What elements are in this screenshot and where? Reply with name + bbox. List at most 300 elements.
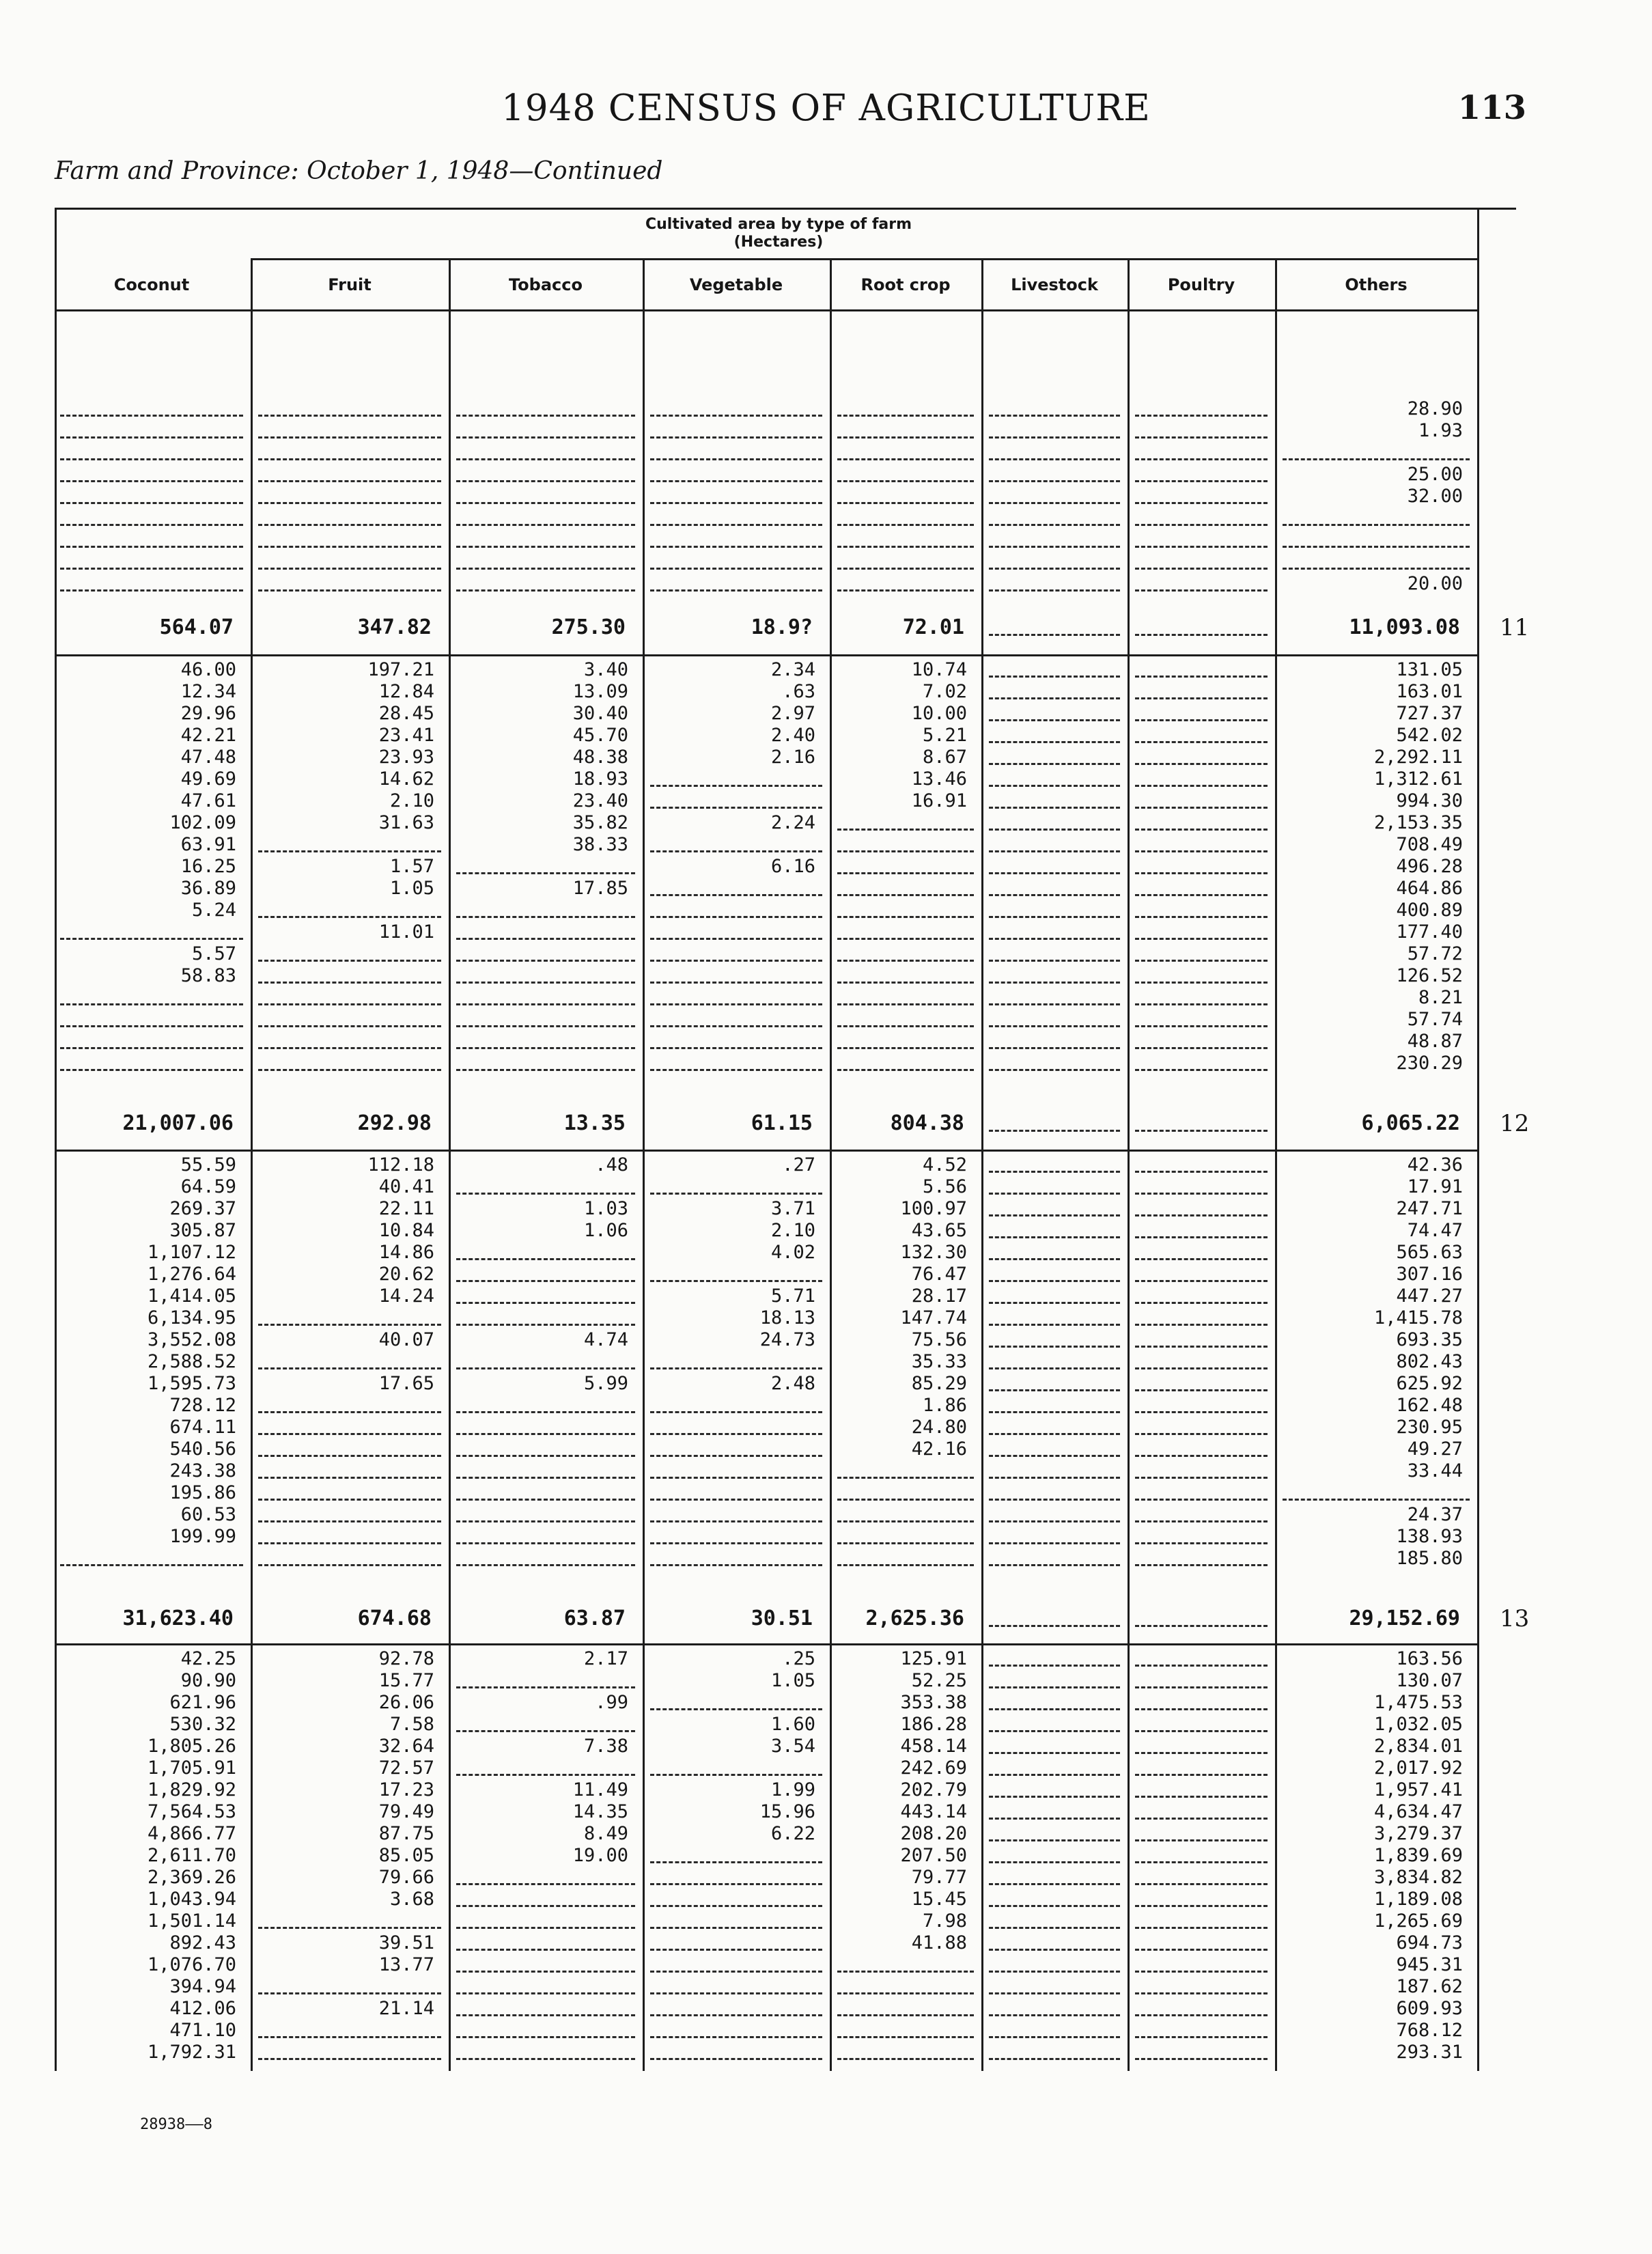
table-cell-vegetable: 3.54 bbox=[770, 1736, 815, 1757]
table-cell-others: 126.52 bbox=[1396, 965, 1463, 986]
empty-cell-leader bbox=[456, 436, 635, 439]
table-cell-vegetable: 2.97 bbox=[770, 703, 815, 724]
empty-cell-leader bbox=[837, 850, 974, 852]
table-cell-root-crop: 43.65 bbox=[911, 1220, 967, 1241]
table-top-rule bbox=[55, 208, 1516, 210]
empty-cell-leader bbox=[989, 568, 1120, 570]
empty-cell-leader bbox=[1135, 829, 1268, 831]
table-cell-others: 49.27 bbox=[1407, 1438, 1463, 1460]
empty-cell-leader bbox=[1135, 2014, 1268, 2016]
table-cell-fruit: 79.49 bbox=[378, 1801, 434, 1822]
table-cell-vegetable: 2.48 bbox=[770, 1373, 815, 1394]
empty-cell-leader bbox=[989, 524, 1120, 526]
table-cell-others: 20.00 bbox=[1407, 573, 1463, 594]
empty-cell-leader bbox=[1135, 1171, 1268, 1173]
empty-cell-leader bbox=[1135, 589, 1268, 592]
table-cell-others: 230.29 bbox=[1396, 1053, 1463, 1074]
empty-cell-leader bbox=[1135, 1214, 1268, 1216]
empty-cell-leader bbox=[1135, 1130, 1268, 1132]
table-cell-others: 542.02 bbox=[1396, 725, 1463, 746]
empty-cell-leader bbox=[837, 1542, 974, 1544]
table-cell-vegetable: .27 bbox=[782, 1154, 815, 1175]
empty-cell-leader bbox=[989, 1818, 1120, 1820]
table-cell-others: 130.07 bbox=[1396, 1670, 1463, 1691]
header-bottom-rule bbox=[55, 309, 1477, 311]
empty-cell-leader bbox=[989, 458, 1120, 460]
table-cell-others: 163.56 bbox=[1396, 1648, 1463, 1669]
empty-cell-leader bbox=[456, 982, 635, 984]
table-cell-coconut: 199.99 bbox=[169, 1526, 236, 1547]
empty-cell-leader bbox=[650, 1520, 822, 1522]
empty-cell-leader bbox=[258, 960, 441, 962]
table-cell-root-crop: 202.79 bbox=[900, 1779, 967, 1800]
empty-cell-leader bbox=[989, 850, 1120, 852]
table-cell-tobacco: .99 bbox=[595, 1692, 628, 1713]
table-cell-root-crop: 100.97 bbox=[900, 1198, 967, 1219]
table-cell-others: 708.49 bbox=[1396, 834, 1463, 855]
table-cell-others: 138.93 bbox=[1396, 1526, 1463, 1547]
empty-cell-leader bbox=[989, 1047, 1120, 1049]
empty-cell-leader bbox=[650, 1883, 822, 1885]
table-cell-coconut: 42.21 bbox=[180, 725, 236, 746]
table-cell-coconut: 674.11 bbox=[169, 1417, 236, 1438]
table-cell-coconut: 2,611.70 bbox=[147, 1845, 236, 1866]
table-cell-others: 230.95 bbox=[1396, 1417, 1463, 1438]
table-cell-coconut: 16.25 bbox=[180, 856, 236, 877]
empty-cell-leader bbox=[456, 1433, 635, 1435]
empty-cell-leader bbox=[837, 1477, 974, 1479]
empty-cell-leader bbox=[1135, 1346, 1268, 1348]
empty-cell-leader bbox=[1135, 1280, 1268, 1282]
empty-cell-leader bbox=[650, 1708, 822, 1710]
empty-cell-leader bbox=[650, 785, 822, 787]
empty-cell-leader bbox=[989, 1774, 1120, 1776]
table-cell-coconut: 269.37 bbox=[169, 1198, 236, 1219]
column-header-coconut: Coconut bbox=[113, 275, 190, 294]
empty-cell-leader bbox=[989, 829, 1120, 831]
empty-cell-leader bbox=[1135, 1774, 1268, 1776]
table-cell-vegetable: 6.16 bbox=[770, 856, 815, 877]
table-cell-others: 185.80 bbox=[1396, 1548, 1463, 1569]
table-cell-fruit: 39.51 bbox=[378, 1932, 434, 1953]
empty-cell-leader bbox=[1135, 1193, 1268, 1195]
table-cell-others: 464.86 bbox=[1396, 878, 1463, 899]
table-cell-tobacco: 7.38 bbox=[583, 1736, 628, 1757]
empty-cell-leader bbox=[650, 436, 822, 439]
table-cell-coconut: 305.87 bbox=[169, 1220, 236, 1241]
empty-cell-leader bbox=[258, 458, 441, 460]
table-cell-others: 8.21 bbox=[1418, 987, 1463, 1008]
subtotal-tobacco: 63.87 bbox=[563, 1606, 626, 1630]
empty-cell-leader bbox=[650, 1774, 822, 1776]
empty-cell-leader bbox=[1135, 1665, 1268, 1667]
empty-cell-leader bbox=[837, 2058, 974, 2060]
table-cell-coconut: 46.00 bbox=[180, 659, 236, 680]
empty-cell-leader bbox=[1135, 568, 1268, 570]
empty-cell-leader bbox=[989, 436, 1120, 439]
empty-cell-leader bbox=[989, 2058, 1120, 2060]
subtotal-coconut: 564.07 bbox=[159, 615, 234, 639]
empty-cell-leader bbox=[1135, 1542, 1268, 1544]
empty-cell-leader bbox=[650, 1542, 822, 1544]
column-rule bbox=[830, 258, 832, 2071]
empty-cell-leader bbox=[60, 1025, 243, 1027]
table-cell-others: 1,312.61 bbox=[1373, 768, 1463, 790]
table-cell-fruit: 13.77 bbox=[378, 1954, 434, 1975]
empty-cell-leader bbox=[1283, 524, 1470, 526]
table-cell-others: 447.27 bbox=[1396, 1285, 1463, 1307]
table-cell-tobacco: 11.49 bbox=[572, 1779, 628, 1800]
table-cell-coconut: 58.83 bbox=[180, 965, 236, 986]
column-header-poultry: Poultry bbox=[1167, 275, 1235, 294]
empty-cell-leader bbox=[60, 938, 243, 940]
subtotal-fruit: 674.68 bbox=[357, 1606, 432, 1630]
empty-cell-leader bbox=[1135, 1433, 1268, 1435]
table-cell-others: 57.72 bbox=[1407, 943, 1463, 964]
empty-cell-leader bbox=[456, 458, 635, 460]
table-cell-root-crop: 42.16 bbox=[911, 1438, 967, 1460]
subtotal-root-crop: 2,625.36 bbox=[865, 1606, 964, 1630]
table-cell-fruit: 28.45 bbox=[378, 703, 434, 724]
empty-cell-leader bbox=[1135, 741, 1268, 743]
empty-cell-leader bbox=[650, 894, 822, 896]
table-cell-coconut: 1,829.92 bbox=[147, 1779, 236, 1800]
table-cell-fruit: 12.84 bbox=[378, 681, 434, 702]
table-cell-root-crop: 5.56 bbox=[922, 1176, 967, 1197]
table-cell-vegetable: 24.73 bbox=[759, 1329, 815, 1350]
empty-cell-leader bbox=[650, 807, 822, 809]
empty-cell-leader bbox=[989, 1433, 1120, 1435]
empty-cell-leader bbox=[989, 1625, 1120, 1627]
empty-cell-leader bbox=[837, 1520, 974, 1522]
empty-cell-leader bbox=[650, 415, 822, 417]
empty-cell-leader bbox=[989, 546, 1120, 548]
empty-cell-leader bbox=[837, 872, 974, 874]
empty-cell-leader bbox=[60, 546, 243, 548]
table-cell-others: 57.74 bbox=[1407, 1009, 1463, 1030]
table-cell-others: 802.43 bbox=[1396, 1351, 1463, 1372]
empty-cell-leader bbox=[456, 1730, 635, 1732]
empty-cell-leader bbox=[1135, 480, 1268, 482]
table-cell-fruit: 22.11 bbox=[378, 1198, 434, 1219]
empty-cell-leader bbox=[989, 2014, 1120, 2016]
empty-cell-leader bbox=[1283, 458, 1470, 460]
empty-cell-leader bbox=[456, 502, 635, 504]
empty-cell-leader bbox=[650, 1003, 822, 1005]
empty-cell-leader bbox=[1135, 1861, 1268, 1863]
table-cell-root-crop: 75.56 bbox=[911, 1329, 967, 1350]
empty-cell-leader bbox=[1135, 872, 1268, 874]
empty-cell-leader bbox=[1135, 916, 1268, 918]
table-cell-tobacco: 5.99 bbox=[583, 1373, 628, 1394]
column-rule bbox=[1275, 258, 1277, 2071]
table-cell-coconut: 1,414.05 bbox=[147, 1285, 236, 1307]
province-code: 13 bbox=[1500, 1605, 1530, 1632]
empty-cell-leader bbox=[837, 1971, 974, 1973]
table-cell-coconut: 471.10 bbox=[169, 2020, 236, 2041]
empty-cell-leader bbox=[1135, 436, 1268, 439]
table-cell-others: 17.91 bbox=[1407, 1176, 1463, 1197]
empty-cell-leader bbox=[456, 1367, 635, 1369]
footer-code: 28938——8 bbox=[140, 2116, 212, 2133]
empty-cell-leader bbox=[456, 1477, 635, 1479]
column-header-others: Others bbox=[1345, 275, 1408, 294]
empty-cell-leader bbox=[650, 1905, 822, 1907]
empty-cell-leader bbox=[60, 524, 243, 526]
table-cell-coconut: 64.59 bbox=[180, 1176, 236, 1197]
empty-cell-leader bbox=[456, 1927, 635, 1929]
table-cell-root-crop: 4.52 bbox=[922, 1154, 967, 1175]
empty-cell-leader bbox=[989, 1069, 1120, 1071]
table-cell-root-crop: 125.91 bbox=[900, 1648, 967, 1669]
empty-cell-leader bbox=[989, 763, 1120, 765]
empty-cell-leader bbox=[837, 436, 974, 439]
empty-cell-leader bbox=[1283, 546, 1470, 548]
table-cell-root-crop: 186.28 bbox=[900, 1714, 967, 1735]
empty-cell-leader bbox=[989, 1411, 1120, 1413]
table-cell-others: 32.00 bbox=[1407, 486, 1463, 507]
empty-cell-leader bbox=[456, 1025, 635, 1027]
empty-cell-leader bbox=[456, 524, 635, 526]
empty-cell-leader bbox=[1135, 1477, 1268, 1479]
empty-cell-leader bbox=[989, 1927, 1120, 1929]
block-separator-rule bbox=[55, 654, 1477, 656]
table-cell-root-crop: 443.14 bbox=[900, 1801, 967, 1822]
empty-cell-leader bbox=[837, 916, 974, 918]
table-cell-fruit: 112.18 bbox=[367, 1154, 434, 1175]
column-header-root-crop: Root crop bbox=[860, 275, 951, 294]
empty-cell-leader bbox=[989, 1171, 1120, 1173]
table-cell-tobacco: 8.49 bbox=[583, 1823, 628, 1844]
table-cell-root-crop: 35.33 bbox=[911, 1351, 967, 1372]
table-cell-fruit: 32.64 bbox=[378, 1736, 434, 1757]
empty-cell-leader bbox=[456, 2036, 635, 2038]
table-cell-others: 1,265.69 bbox=[1373, 1910, 1463, 1932]
empty-cell-leader bbox=[1135, 1499, 1268, 1501]
empty-cell-leader bbox=[258, 415, 441, 417]
empty-cell-leader bbox=[989, 1477, 1120, 1479]
empty-cell-leader bbox=[837, 415, 974, 417]
table-cell-others: 2,017.92 bbox=[1373, 1757, 1463, 1779]
empty-cell-leader bbox=[989, 1730, 1120, 1732]
empty-cell-leader bbox=[837, 524, 974, 526]
empty-cell-leader bbox=[456, 1069, 635, 1071]
empty-cell-leader bbox=[989, 676, 1120, 678]
table-cell-coconut: 5.57 bbox=[191, 943, 236, 964]
subtotal-vegetable: 18.9? bbox=[751, 615, 813, 639]
empty-cell-leader bbox=[1135, 1236, 1268, 1238]
empty-cell-leader bbox=[1135, 1564, 1268, 1566]
empty-cell-leader bbox=[650, 1861, 822, 1863]
table-cell-coconut: 3,552.08 bbox=[147, 1329, 236, 1350]
empty-cell-leader bbox=[989, 480, 1120, 482]
empty-cell-leader bbox=[989, 2036, 1120, 2038]
empty-cell-leader bbox=[456, 1883, 635, 1885]
empty-cell-leader bbox=[258, 589, 441, 592]
empty-cell-leader bbox=[837, 938, 974, 940]
table-cell-vegetable: 3.71 bbox=[770, 1198, 815, 1219]
table-cell-coconut: 5.24 bbox=[191, 900, 236, 921]
empty-cell-leader bbox=[1135, 785, 1268, 787]
empty-cell-leader bbox=[1135, 1411, 1268, 1413]
column-header-fruit: Fruit bbox=[328, 275, 372, 294]
empty-cell-leader bbox=[650, 502, 822, 504]
empty-cell-leader bbox=[989, 1883, 1120, 1885]
empty-cell-leader bbox=[456, 568, 635, 570]
table-cell-vegetable: 6.22 bbox=[770, 1823, 815, 1844]
empty-cell-leader bbox=[989, 1665, 1120, 1667]
empty-cell-leader bbox=[1135, 1625, 1268, 1627]
empty-cell-leader bbox=[989, 634, 1120, 636]
empty-cell-leader bbox=[989, 1280, 1120, 1282]
table-cell-coconut: 243.38 bbox=[169, 1460, 236, 1481]
table-cell-vegetable: 2.34 bbox=[770, 659, 815, 680]
empty-cell-leader bbox=[650, 1455, 822, 1457]
table-cell-vegetable: .25 bbox=[782, 1648, 815, 1669]
table-cell-root-crop: 147.74 bbox=[900, 1307, 967, 1328]
table-cell-others: 247.71 bbox=[1396, 1198, 1463, 1219]
empty-cell-leader bbox=[837, 546, 974, 548]
empty-cell-leader bbox=[650, 938, 822, 940]
empty-cell-leader bbox=[1135, 1686, 1268, 1688]
empty-cell-leader bbox=[258, 916, 441, 918]
table-cell-tobacco: 1.06 bbox=[583, 1220, 628, 1241]
empty-cell-leader bbox=[1135, 1839, 1268, 1841]
empty-cell-leader bbox=[456, 1905, 635, 1907]
empty-cell-leader bbox=[1135, 1752, 1268, 1754]
subtotal-vegetable: 30.51 bbox=[751, 1606, 813, 1630]
table-cell-others: 3,279.37 bbox=[1373, 1823, 1463, 1844]
table-cell-coconut: 42.25 bbox=[180, 1648, 236, 1669]
empty-cell-leader bbox=[258, 982, 441, 984]
empty-cell-leader bbox=[1135, 676, 1268, 678]
table-cell-coconut: 1,043.94 bbox=[147, 1889, 236, 1910]
empty-cell-leader bbox=[1135, 763, 1268, 765]
empty-cell-leader bbox=[989, 1236, 1120, 1238]
table-cell-tobacco: 13.09 bbox=[572, 681, 628, 702]
empty-cell-leader bbox=[258, 1367, 441, 1369]
table-cell-coconut: 47.48 bbox=[180, 747, 236, 768]
table-cell-others: 162.48 bbox=[1396, 1395, 1463, 1416]
table-cell-root-crop: 28.17 bbox=[911, 1285, 967, 1307]
empty-cell-leader bbox=[989, 1367, 1120, 1369]
empty-cell-leader bbox=[650, 1047, 822, 1049]
table-cell-others: 1,032.05 bbox=[1373, 1714, 1463, 1735]
empty-cell-leader bbox=[1135, 960, 1268, 962]
table-cell-tobacco: 35.82 bbox=[572, 812, 628, 833]
empty-cell-leader bbox=[989, 502, 1120, 504]
empty-cell-leader bbox=[989, 1752, 1120, 1754]
table-cell-coconut: 29.96 bbox=[180, 703, 236, 724]
empty-cell-leader bbox=[989, 1130, 1120, 1132]
empty-cell-leader bbox=[1135, 982, 1268, 984]
empty-cell-leader bbox=[989, 1708, 1120, 1710]
empty-cell-leader bbox=[1135, 850, 1268, 852]
table-cell-fruit: 20.62 bbox=[378, 1264, 434, 1285]
empty-cell-leader bbox=[1135, 807, 1268, 809]
table-cell-root-crop: 52.25 bbox=[911, 1670, 967, 1691]
table-cell-fruit: 87.75 bbox=[378, 1823, 434, 1844]
subtotal-others: 29,152.69 bbox=[1349, 1606, 1460, 1630]
table-cell-coconut: 55.59 bbox=[180, 1154, 236, 1175]
column-rule bbox=[1128, 258, 1130, 2071]
empty-cell-leader bbox=[1135, 1730, 1268, 1732]
empty-cell-leader bbox=[456, 1992, 635, 1994]
empty-cell-leader bbox=[989, 1949, 1120, 1951]
empty-cell-leader bbox=[258, 1069, 441, 1071]
table-cell-root-crop: 132.30 bbox=[900, 1242, 967, 1263]
table-cell-root-crop: 7.98 bbox=[922, 1910, 967, 1932]
column-rule bbox=[1477, 208, 1479, 2071]
empty-cell-leader bbox=[456, 1949, 635, 1951]
empty-cell-leader bbox=[1135, 458, 1268, 460]
empty-cell-leader bbox=[837, 568, 974, 570]
table-cell-tobacco: 4.74 bbox=[583, 1329, 628, 1350]
table-cell-others: 1,475.53 bbox=[1373, 1692, 1463, 1713]
empty-cell-leader bbox=[989, 1520, 1120, 1522]
empty-cell-leader bbox=[989, 1564, 1120, 1566]
empty-cell-leader bbox=[650, 1949, 822, 1951]
table-cell-coconut: 102.09 bbox=[169, 812, 236, 833]
empty-cell-leader bbox=[258, 524, 441, 526]
empty-cell-leader bbox=[650, 568, 822, 570]
empty-cell-leader bbox=[650, 1927, 822, 1929]
empty-cell-leader bbox=[1135, 1927, 1268, 1929]
table-cell-others: 400.89 bbox=[1396, 900, 1463, 921]
empty-cell-leader bbox=[837, 502, 974, 504]
empty-cell-leader bbox=[837, 1564, 974, 1566]
empty-cell-leader bbox=[1135, 1324, 1268, 1326]
table-cell-vegetable: .63 bbox=[782, 681, 815, 702]
table-cell-root-crop: 5.21 bbox=[922, 725, 967, 746]
table-cell-fruit: 21.14 bbox=[378, 1998, 434, 2019]
empty-cell-leader bbox=[456, 2014, 635, 2016]
empty-cell-leader bbox=[837, 1025, 974, 1027]
table-cell-fruit: 11.01 bbox=[378, 921, 434, 943]
empty-cell-leader bbox=[456, 415, 635, 417]
table-cell-fruit: 85.05 bbox=[378, 1845, 434, 1866]
empty-cell-leader bbox=[60, 502, 243, 504]
table-cell-fruit: 2.10 bbox=[389, 790, 434, 811]
empty-cell-leader bbox=[650, 1564, 822, 1566]
empty-cell-leader bbox=[1135, 1302, 1268, 1304]
column-header-vegetable: Vegetable bbox=[689, 275, 783, 294]
table-cell-coconut: 195.86 bbox=[169, 1482, 236, 1503]
table-cell-others: 768.12 bbox=[1396, 2020, 1463, 2041]
empty-cell-leader bbox=[456, 1455, 635, 1457]
table-cell-fruit: 72.57 bbox=[378, 1757, 434, 1779]
column-header-tobacco: Tobacco bbox=[509, 275, 583, 294]
subtotal-fruit: 292.98 bbox=[357, 1111, 432, 1135]
column-rule bbox=[449, 258, 451, 2071]
empty-cell-leader bbox=[456, 1324, 635, 1326]
empty-cell-leader bbox=[989, 1193, 1120, 1195]
table-cell-fruit: 1.57 bbox=[389, 856, 434, 877]
empty-cell-leader bbox=[1283, 1499, 1470, 1501]
empty-cell-leader bbox=[989, 1214, 1120, 1216]
table-cell-coconut: 7,564.53 bbox=[147, 1801, 236, 1822]
table-cell-others: 1,957.41 bbox=[1373, 1779, 1463, 1800]
empty-cell-leader bbox=[258, 568, 441, 570]
empty-cell-leader bbox=[837, 589, 974, 592]
empty-cell-leader bbox=[456, 480, 635, 482]
empty-cell-leader bbox=[456, 1302, 635, 1304]
empty-cell-leader bbox=[989, 1258, 1120, 1260]
table-cell-coconut: 4,866.77 bbox=[147, 1823, 236, 1844]
table-cell-vegetable: 1.99 bbox=[770, 1779, 815, 1800]
group-header-rule bbox=[251, 258, 1477, 260]
table-cell-tobacco: 48.38 bbox=[572, 747, 628, 768]
